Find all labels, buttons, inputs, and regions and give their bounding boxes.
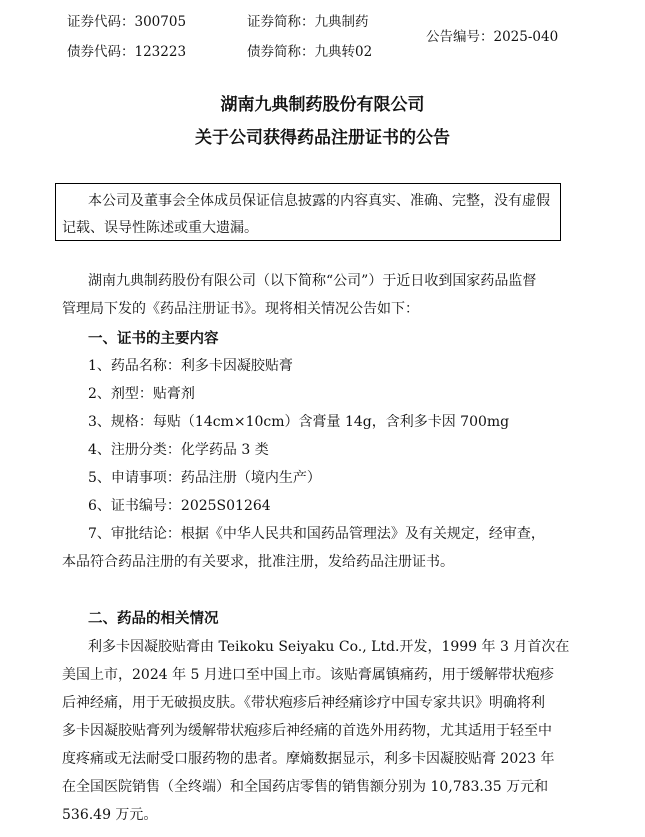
section-2-line: 利多卡因凝胶贴膏由 Teikoku Seiyaku Co., Ltd.开发，1999 年 3 月首次在	[88, 639, 570, 655]
section-1-item: 1、药品名称：利多卡因凝胶贴膏	[88, 358, 293, 374]
section-2-line: 536.49 万元。	[62, 807, 158, 823]
section-2-line: 后神经痛，用于无破损皮肤。《带状疱疹后神经痛诊疗中国专家共识》明确将利	[62, 695, 545, 711]
announcement-title: 关于公司获得药品注册证书的公告	[195, 128, 450, 148]
intro-line-2: 管理局下发的《药品注册证书》。现将相关情况公告如下：	[62, 301, 419, 317]
stock-code: 证券代码：300705	[67, 14, 187, 30]
section-1-heading: 一、证书的主要内容	[88, 330, 219, 347]
company-title: 湖南九典制药股份有限公司	[220, 95, 425, 115]
bond-code: 债券代码：123223	[67, 44, 187, 60]
notice-line-2: 记载、误导性陈述或重大遗漏。	[62, 220, 258, 236]
stock-abbreviation: 证券简称：九典制药	[247, 14, 369, 30]
bond-abbreviation: 债券简称：九典转02	[247, 44, 373, 60]
section-1-item: 7、审批结论：根据《中华人民共和国药品管理法》及有关规定，经审查，	[88, 526, 545, 542]
section-1-item: 6、证书编号：2025S01264	[88, 498, 271, 514]
section-2-line: 度疼痛或无法耐受口服药物的患者。摩熵数据显示，利多卡因凝胶贴膏 2023 年	[62, 751, 555, 767]
section-1-item: 3、规格：每贴（14cm×10cm）含膏量 14g，含利多卡因 700mg	[88, 414, 510, 430]
announcement-number: 公告编号：2025-040	[426, 29, 559, 45]
section-1-item: 4、注册分类：化学药品 3 类	[88, 442, 269, 458]
notice-line-1: 本公司及董事会全体成员保证信息披露的内容真实、准确、完整，没有虚假	[88, 193, 550, 209]
section-1-item: 2、剂型：贴膏剂	[88, 386, 195, 402]
section-1-item: 5、申请事项：药品注册（境内生产）	[88, 470, 321, 486]
section-1-item-continuation: 本品符合药品注册的有关要求，批准注册，发给药品注册证书。	[62, 554, 454, 570]
section-2-line: 多卡因凝胶贴膏列为缓解带状疱疹后神经痛的首选外用药物，尤其适用于轻至中	[62, 723, 552, 739]
intro-line-1: 湖南九典制药股份有限公司（以下简称“公司”）于近日收到国家药品监督	[88, 273, 537, 289]
section-2-line: 美国上市，2024 年 5 月进口至中国上市。该贴膏属镇痛药，用于缓解带状疱疹	[62, 667, 554, 683]
section-2-heading: 二、药品的相关情况	[88, 610, 219, 627]
section-2-line: 在全国医院销售（全终端）和全国药店零售的销售额分别为 10,783.35 万元和	[62, 779, 549, 795]
